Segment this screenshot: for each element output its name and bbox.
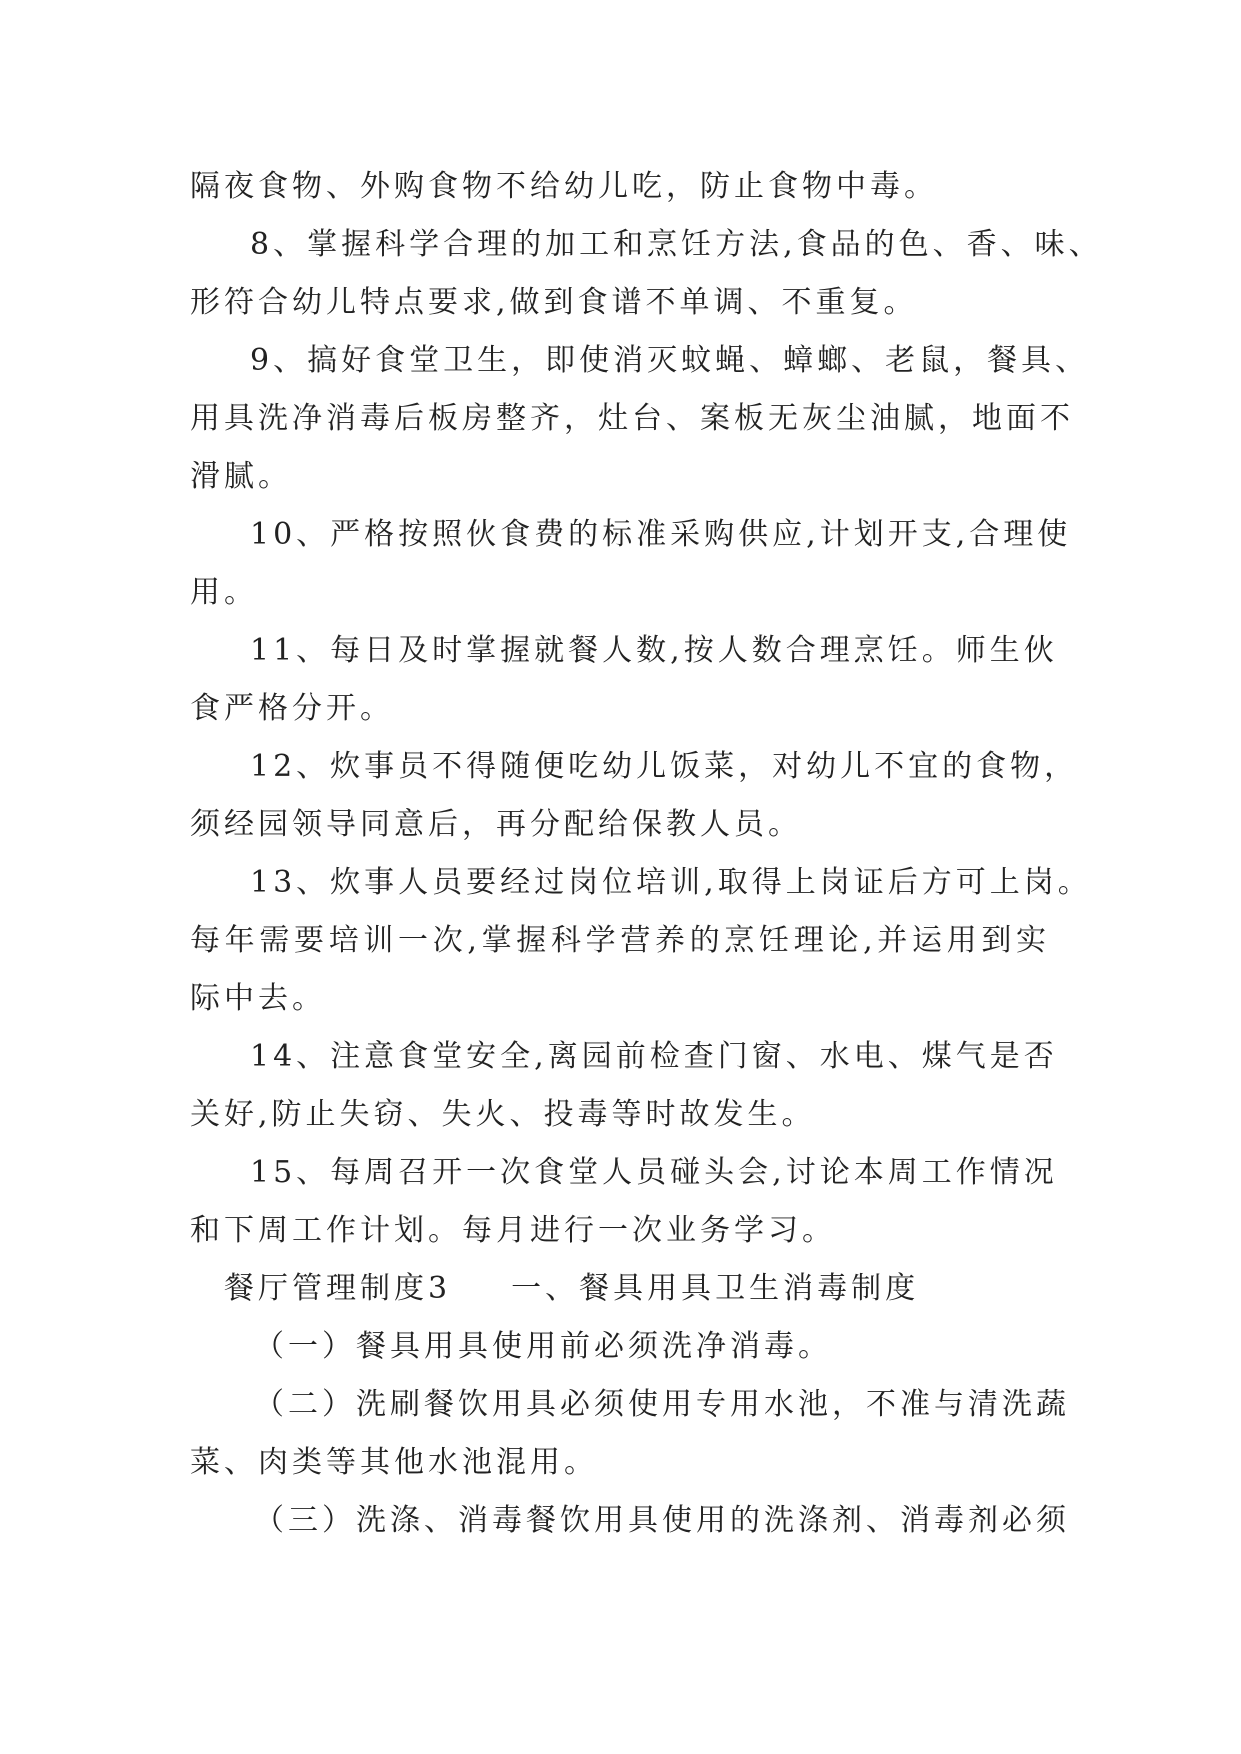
text-line: 形符合幼儿特点要求,做到食谱不单调、不重复。	[190, 285, 918, 320]
paragraph-item-13	[190, 854, 1092, 1028]
text-line: 际中去。	[190, 981, 326, 1016]
text-line: 14、注意食堂安全,离园前检查门窗、水电、煤气是否	[250, 1039, 1058, 1074]
section-heading-right: 一、餐具用具卫生消毒制度	[511, 1271, 920, 1306]
paragraph-paren-2	[190, 1376, 1070, 1492]
paragraph-item-10	[190, 506, 1072, 622]
text-line: 10、严格按照伙食费的标准采购供应,计划开支,合理使	[250, 517, 1072, 552]
paragraph-0	[190, 158, 1050, 216]
text-line: （二）洗刷餐饮用具必须使用专用水池，不准与清洗蔬	[254, 1387, 1070, 1422]
text-line: 12、炊事员不得随便吃幼儿饭菜，对幼儿不宜的食物，	[250, 749, 1079, 784]
text-line: 关好,防止失窃、失火、投毒等时故发生。	[190, 1097, 816, 1132]
text-line: 和下周工作计划。每月进行一次业务学习。	[190, 1213, 836, 1248]
text-line: 每年需要培训一次,掌握科学营养的烹饪理论,并运用到实	[190, 923, 1050, 958]
paragraph-paren-3	[190, 1492, 1070, 1550]
paragraph-item-15	[190, 1144, 1058, 1260]
text-line: 9、搞好食堂卫生，即使消灭蚊蝇、蟑螂、老鼠，餐具、	[250, 343, 1090, 378]
paragraph-paren-1	[190, 1318, 1050, 1376]
paragraph-item-12	[190, 738, 1079, 854]
text-line: 13、炊事人员要经过岗位培训,取得上岗证后方可上岗。	[250, 865, 1092, 900]
text-line: 滑腻。	[190, 459, 292, 494]
paragraph-item-14	[190, 1028, 1058, 1144]
section-heading-left: 餐厅管理制度3	[224, 1271, 452, 1306]
paragraph-item-11	[190, 622, 1058, 738]
text-line: （一）餐具用具使用前必须洗净消毒。	[254, 1329, 832, 1364]
document-body	[190, 158, 1103, 1550]
text-line: 用具洗净消毒后板房整齐，灶台、案板无灰尘油腻，地面不	[190, 401, 1074, 436]
text-line: 15、每周召开一次食堂人员碰头会,讨论本周工作情况	[250, 1155, 1058, 1190]
text-line: 须经园领导同意后，再分配给保教人员。	[190, 807, 802, 842]
text-line: 菜、肉类等其他水池混用。	[190, 1445, 598, 1480]
paragraph-item-9	[190, 332, 1090, 506]
text-line: 11、每日及时掌握就餐人数,按人数合理烹饪。师生伙	[250, 633, 1058, 668]
text-line: 用。	[190, 575, 258, 610]
section-heading	[190, 1260, 1050, 1318]
text-line: 8、掌握科学合理的加工和烹饪方法,食品的色、香、味、	[250, 227, 1103, 262]
text-line: 食严格分开。	[190, 691, 394, 726]
text-line: （三）洗涤、消毒餐饮用具使用的洗涤剂、消毒剂必须	[254, 1503, 1070, 1538]
paragraph-item-8	[190, 216, 1103, 332]
text-line: 隔夜食物、外购食物不给幼儿吃，防止食物中毒。	[190, 169, 938, 204]
section-heading-line	[190, 1260, 1050, 1318]
